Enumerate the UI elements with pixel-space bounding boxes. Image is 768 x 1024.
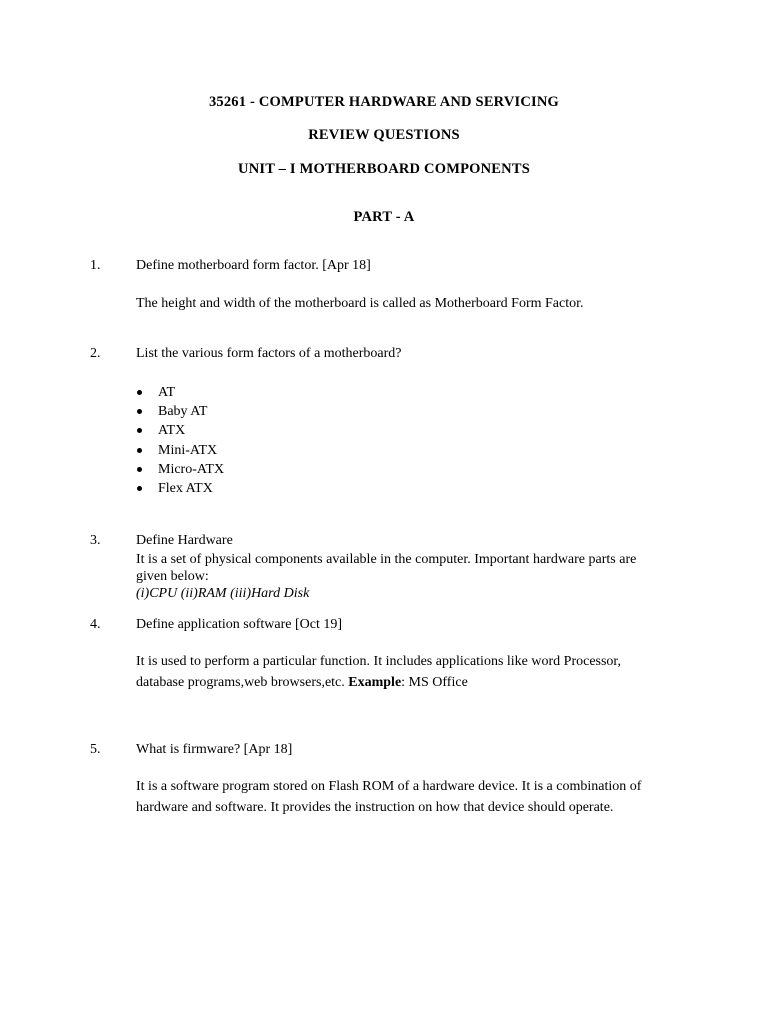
list-item: ATX	[136, 421, 224, 440]
example-value: : MS Office	[401, 675, 468, 690]
question-3-text: Define Hardware	[136, 533, 233, 548]
question-2-text: List the various form factors of a motherboard?	[136, 346, 402, 361]
question-5-number: 5.	[90, 742, 101, 757]
answer-line: It is used to perform a particular function. It includes applications like word Processor,	[136, 654, 622, 669]
question-3-number: 3.	[90, 533, 101, 548]
question-4-number: 4.	[90, 617, 101, 632]
answer-line: given below:	[136, 569, 209, 584]
question-3-answer	[136, 551, 696, 602]
hardware-parts-list: (i)CPU (ii)RAM (iii)Hard Disk	[136, 586, 310, 601]
answer-line: database programs,web browsers,etc. Example: MS Office	[136, 675, 468, 690]
list-item: AT	[136, 383, 224, 402]
answer-line: It is a software program stored on Flash ROM of a hardware device. It is a combination of	[136, 779, 642, 794]
question-5-answer	[136, 776, 696, 818]
answer-line: It is a set of physical components available in the computer. Important hardware parts are	[136, 552, 637, 567]
form-factor-list	[136, 383, 224, 498]
question-2-number: 2.	[90, 346, 101, 361]
list-item: Baby AT	[136, 402, 224, 421]
bullet-icon	[137, 428, 142, 433]
example-label: Example	[348, 675, 402, 690]
bullet-icon	[137, 409, 142, 414]
bullet-icon	[137, 448, 142, 453]
answer-line: hardware and software. It provides the instruction on how that device should operate.	[136, 800, 614, 815]
part-heading: PART - A	[353, 209, 415, 225]
question-1-text: Define motherboard form factor. [Apr 18]	[136, 258, 371, 273]
review-questions-heading: REVIEW QUESTIONS	[308, 127, 460, 143]
question-4-text: Define application software [Oct 19]	[136, 617, 343, 632]
question-1-answer: The height and width of the motherboard is called as Motherboard Form Factor.	[136, 296, 584, 311]
course-title: 35261 - COMPUTER HARDWARE AND SERVICING	[208, 94, 560, 110]
bullet-icon	[137, 486, 142, 491]
question-1-number: 1.	[90, 258, 101, 273]
question-4-answer	[136, 651, 696, 693]
question-5-text: What is firmware? [Apr 18]	[136, 742, 293, 757]
unit-title: UNIT – I MOTHERBOARD COMPONENTS	[238, 161, 530, 177]
bullet-icon	[137, 467, 142, 472]
list-item: Flex ATX	[136, 479, 224, 498]
list-item: Mini-ATX	[136, 441, 224, 460]
list-item: Micro-ATX	[136, 460, 224, 479]
bullet-icon	[137, 390, 142, 395]
